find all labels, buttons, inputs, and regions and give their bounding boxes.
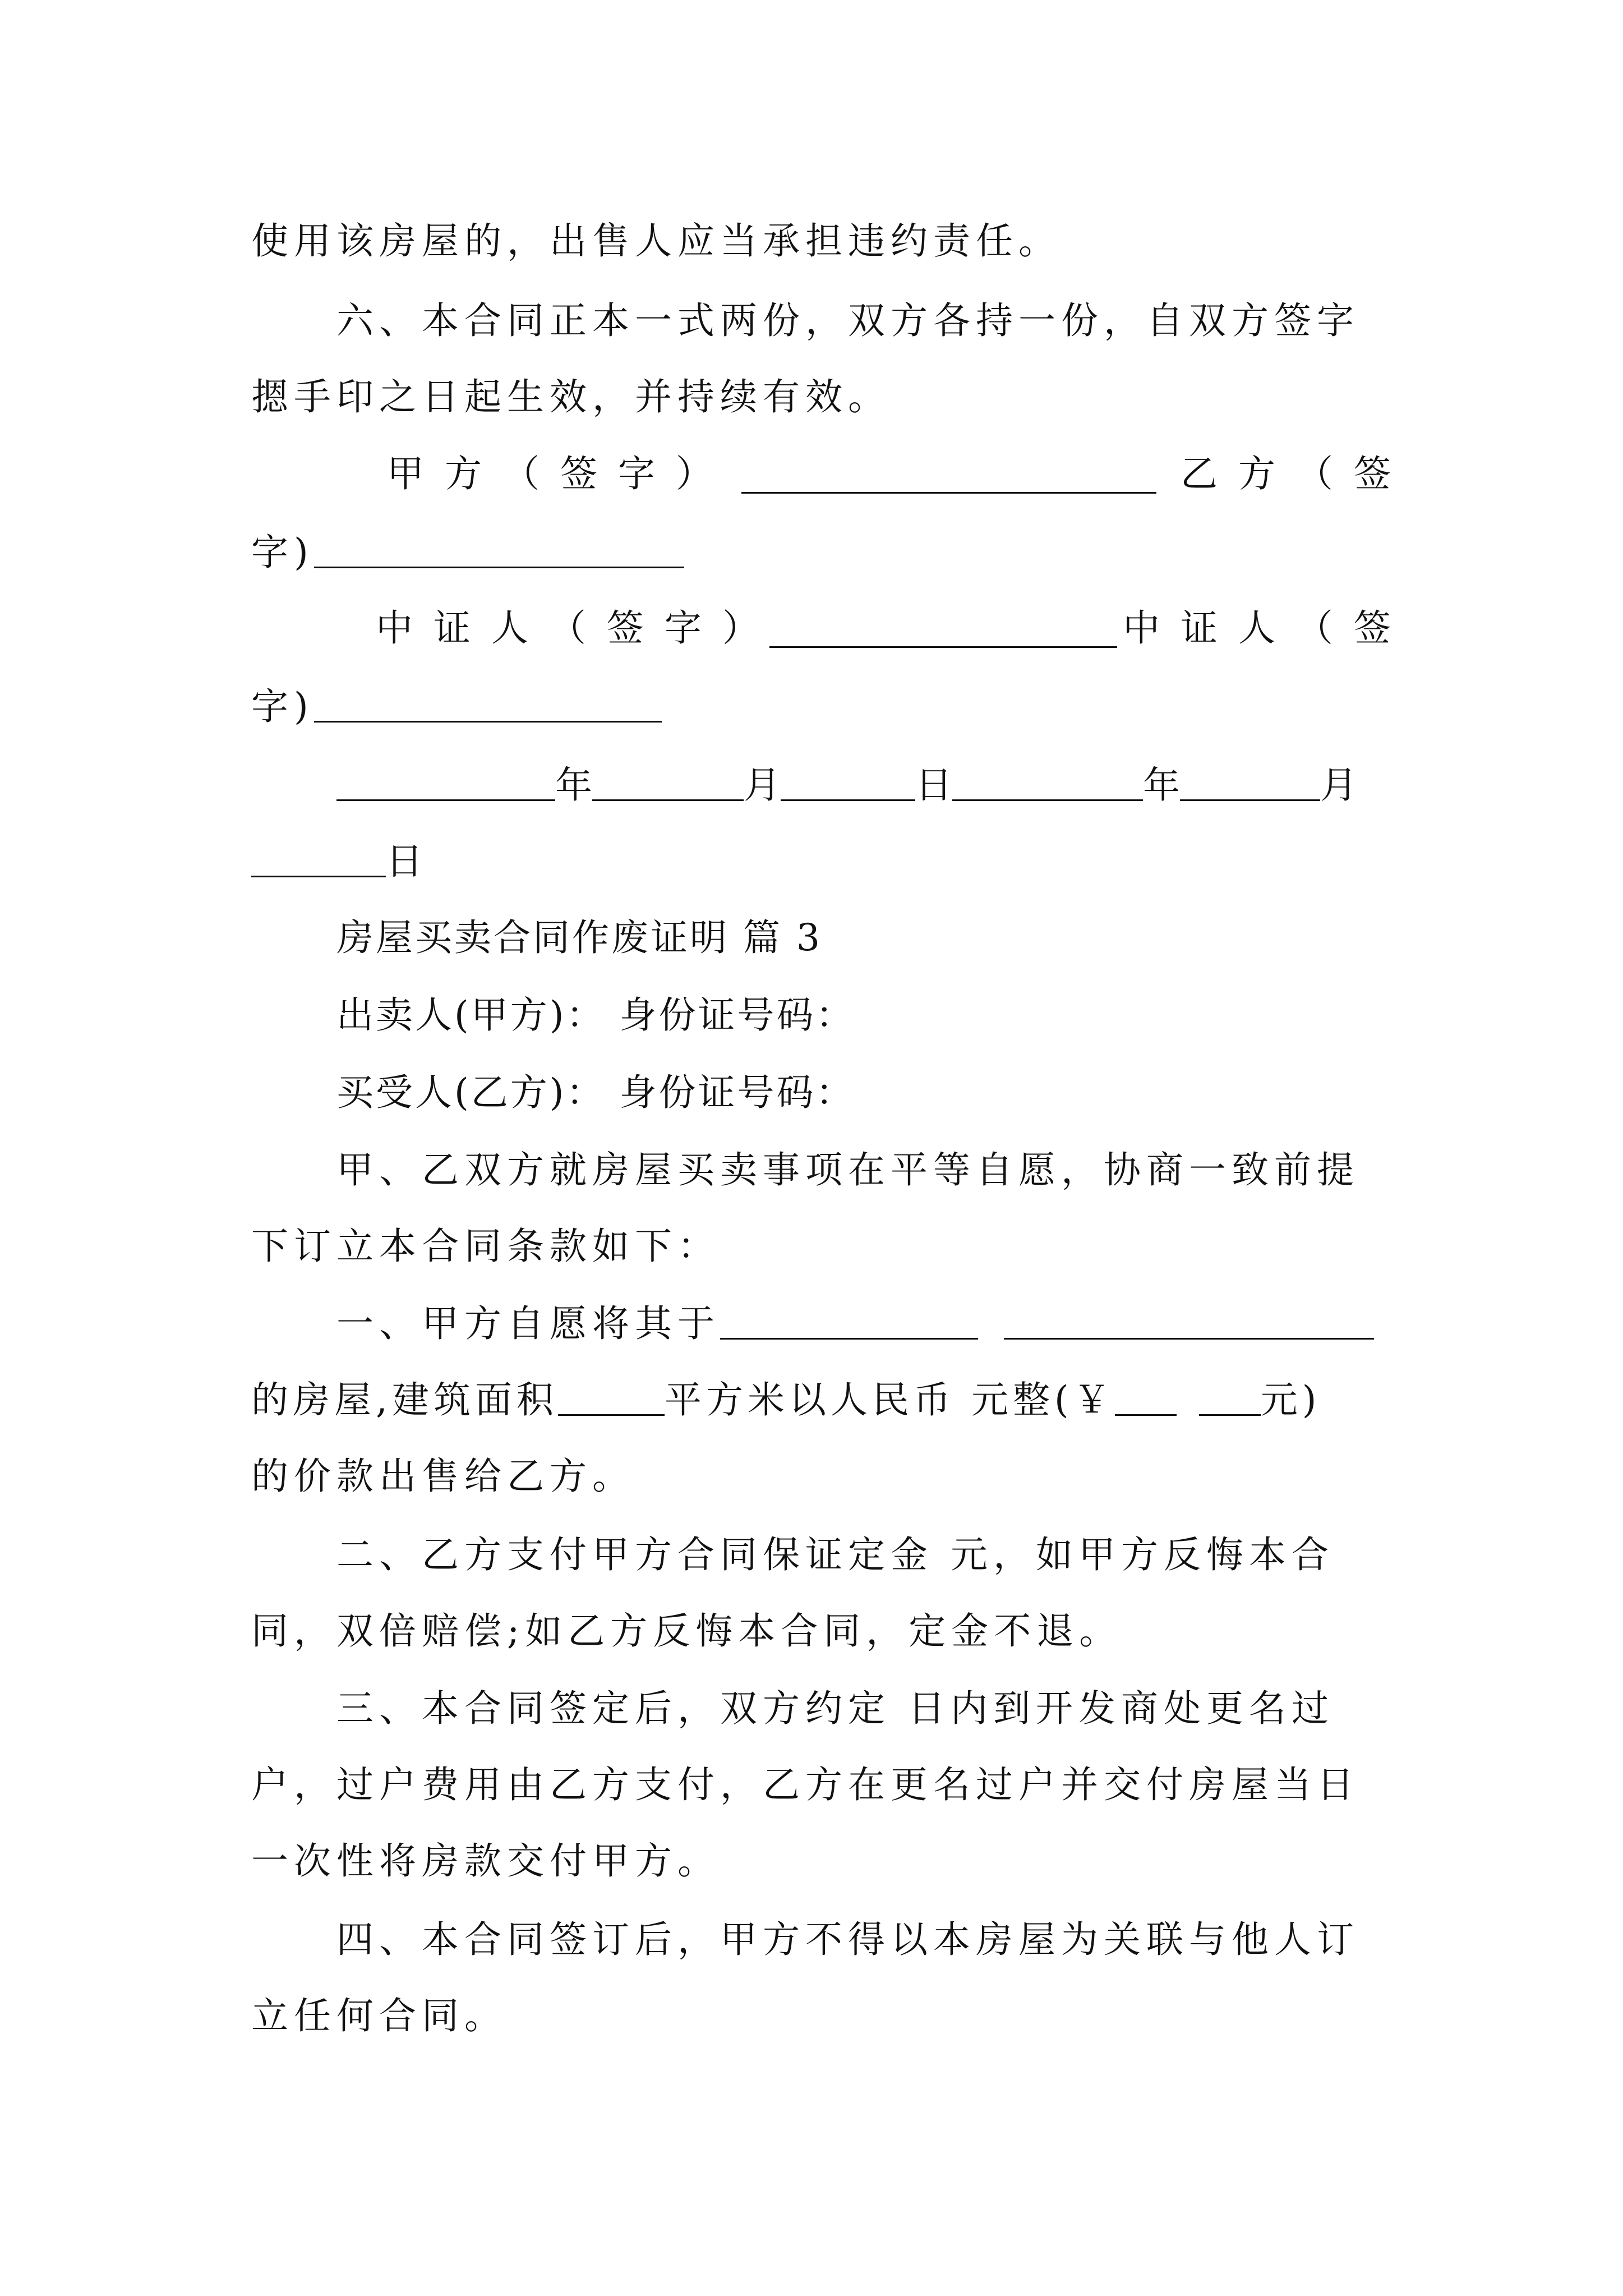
text-line: 户，过户费用由乙方支付，乙方在更名过户并交付房屋当日 xyxy=(251,1763,1359,1806)
seller-line: 出卖人(甲方)： 身份证号码： xyxy=(336,993,855,1037)
text-line: 摁手印之日起生效，并持续有效。 xyxy=(251,375,891,418)
signature-line-witness xyxy=(376,595,1395,662)
text-line: 六、本合同正本一式两份，双方各持一份，自双方签字 xyxy=(336,299,1359,342)
signature-label: 字) xyxy=(251,531,314,574)
date-line xyxy=(336,752,1395,819)
clause-text: 平方米以人民币 元整(￥ xyxy=(664,1378,1115,1421)
signature-label: 甲 方 （ 签 字 ） xyxy=(387,452,717,495)
text-line: 二、乙方支付甲方合同保证定金 元，如甲方反悔本合 xyxy=(336,1533,1334,1576)
date-blank xyxy=(336,762,555,801)
signature-label: 中 证 人 （ 签 xyxy=(1123,606,1395,650)
address-blank xyxy=(1004,1301,1374,1340)
signature-line-cont xyxy=(251,519,1395,586)
date-unit: 月 xyxy=(1320,763,1357,807)
clause-1-line xyxy=(336,1290,1395,1358)
text-line: 下订立本合同条款如下： xyxy=(251,1225,720,1268)
text-line: 甲、乙双方就房屋买卖事项在平等自愿，协商一致前提 xyxy=(336,1148,1359,1191)
text-line: 立任何合同。 xyxy=(251,1994,507,2037)
date-unit: 日 xyxy=(915,763,952,807)
section-title: 房屋买卖合同作废证明 篇 3 xyxy=(336,916,822,959)
clause-1-line xyxy=(251,1366,1395,1434)
signature-blank xyxy=(741,455,1156,494)
clause-text: 元) xyxy=(1260,1378,1321,1421)
date-unit: 年 xyxy=(1143,763,1180,807)
text-line: 同，双倍赔偿;如乙方反悔本合同，定金不退。 xyxy=(251,1609,1122,1653)
signature-blank xyxy=(314,684,662,723)
signature-label: 中 证 人 （ 签 字 ） xyxy=(376,606,764,650)
clause-text: 一、甲方自愿将其于 xyxy=(336,1302,720,1345)
date-blank xyxy=(952,762,1143,801)
address-blank xyxy=(720,1301,978,1340)
buyer-line: 买受人(乙方)： 身份证号码： xyxy=(336,1071,855,1114)
amount-blank xyxy=(1199,1377,1261,1416)
clause-text: 的房屋,建筑面积 xyxy=(251,1378,558,1421)
signature-label: 字) xyxy=(251,685,314,728)
date-blank xyxy=(1180,762,1320,801)
area-blank xyxy=(558,1377,665,1416)
date-blank xyxy=(781,762,915,801)
text-line: 一次性将房款交付甲方。 xyxy=(251,1839,720,1883)
date-unit: 日 xyxy=(386,840,423,883)
signature-blank xyxy=(769,609,1117,648)
text-line: 三、本合同签定后，双方约定 日内到开发商处更名过 xyxy=(336,1687,1334,1730)
signature-line-party-a xyxy=(387,440,1395,508)
text-line: 的价款出售给乙方。 xyxy=(251,1455,635,1498)
signature-blank xyxy=(314,530,684,568)
signature-label: 乙 方 （ 签 xyxy=(1181,452,1395,495)
date-line-cont xyxy=(251,828,1395,895)
date-blank xyxy=(251,839,386,877)
date-unit: 月 xyxy=(744,763,781,807)
amount-blank xyxy=(1115,1377,1177,1416)
signature-line-cont xyxy=(251,673,1395,740)
date-blank xyxy=(592,762,744,801)
date-unit: 年 xyxy=(555,763,592,807)
text-line: 四、本合同签订后，甲方不得以本房屋为关联与他人订 xyxy=(336,1918,1359,1961)
text-line: 使用该房屋的，出售人应当承担违约责任。 xyxy=(251,219,1061,263)
